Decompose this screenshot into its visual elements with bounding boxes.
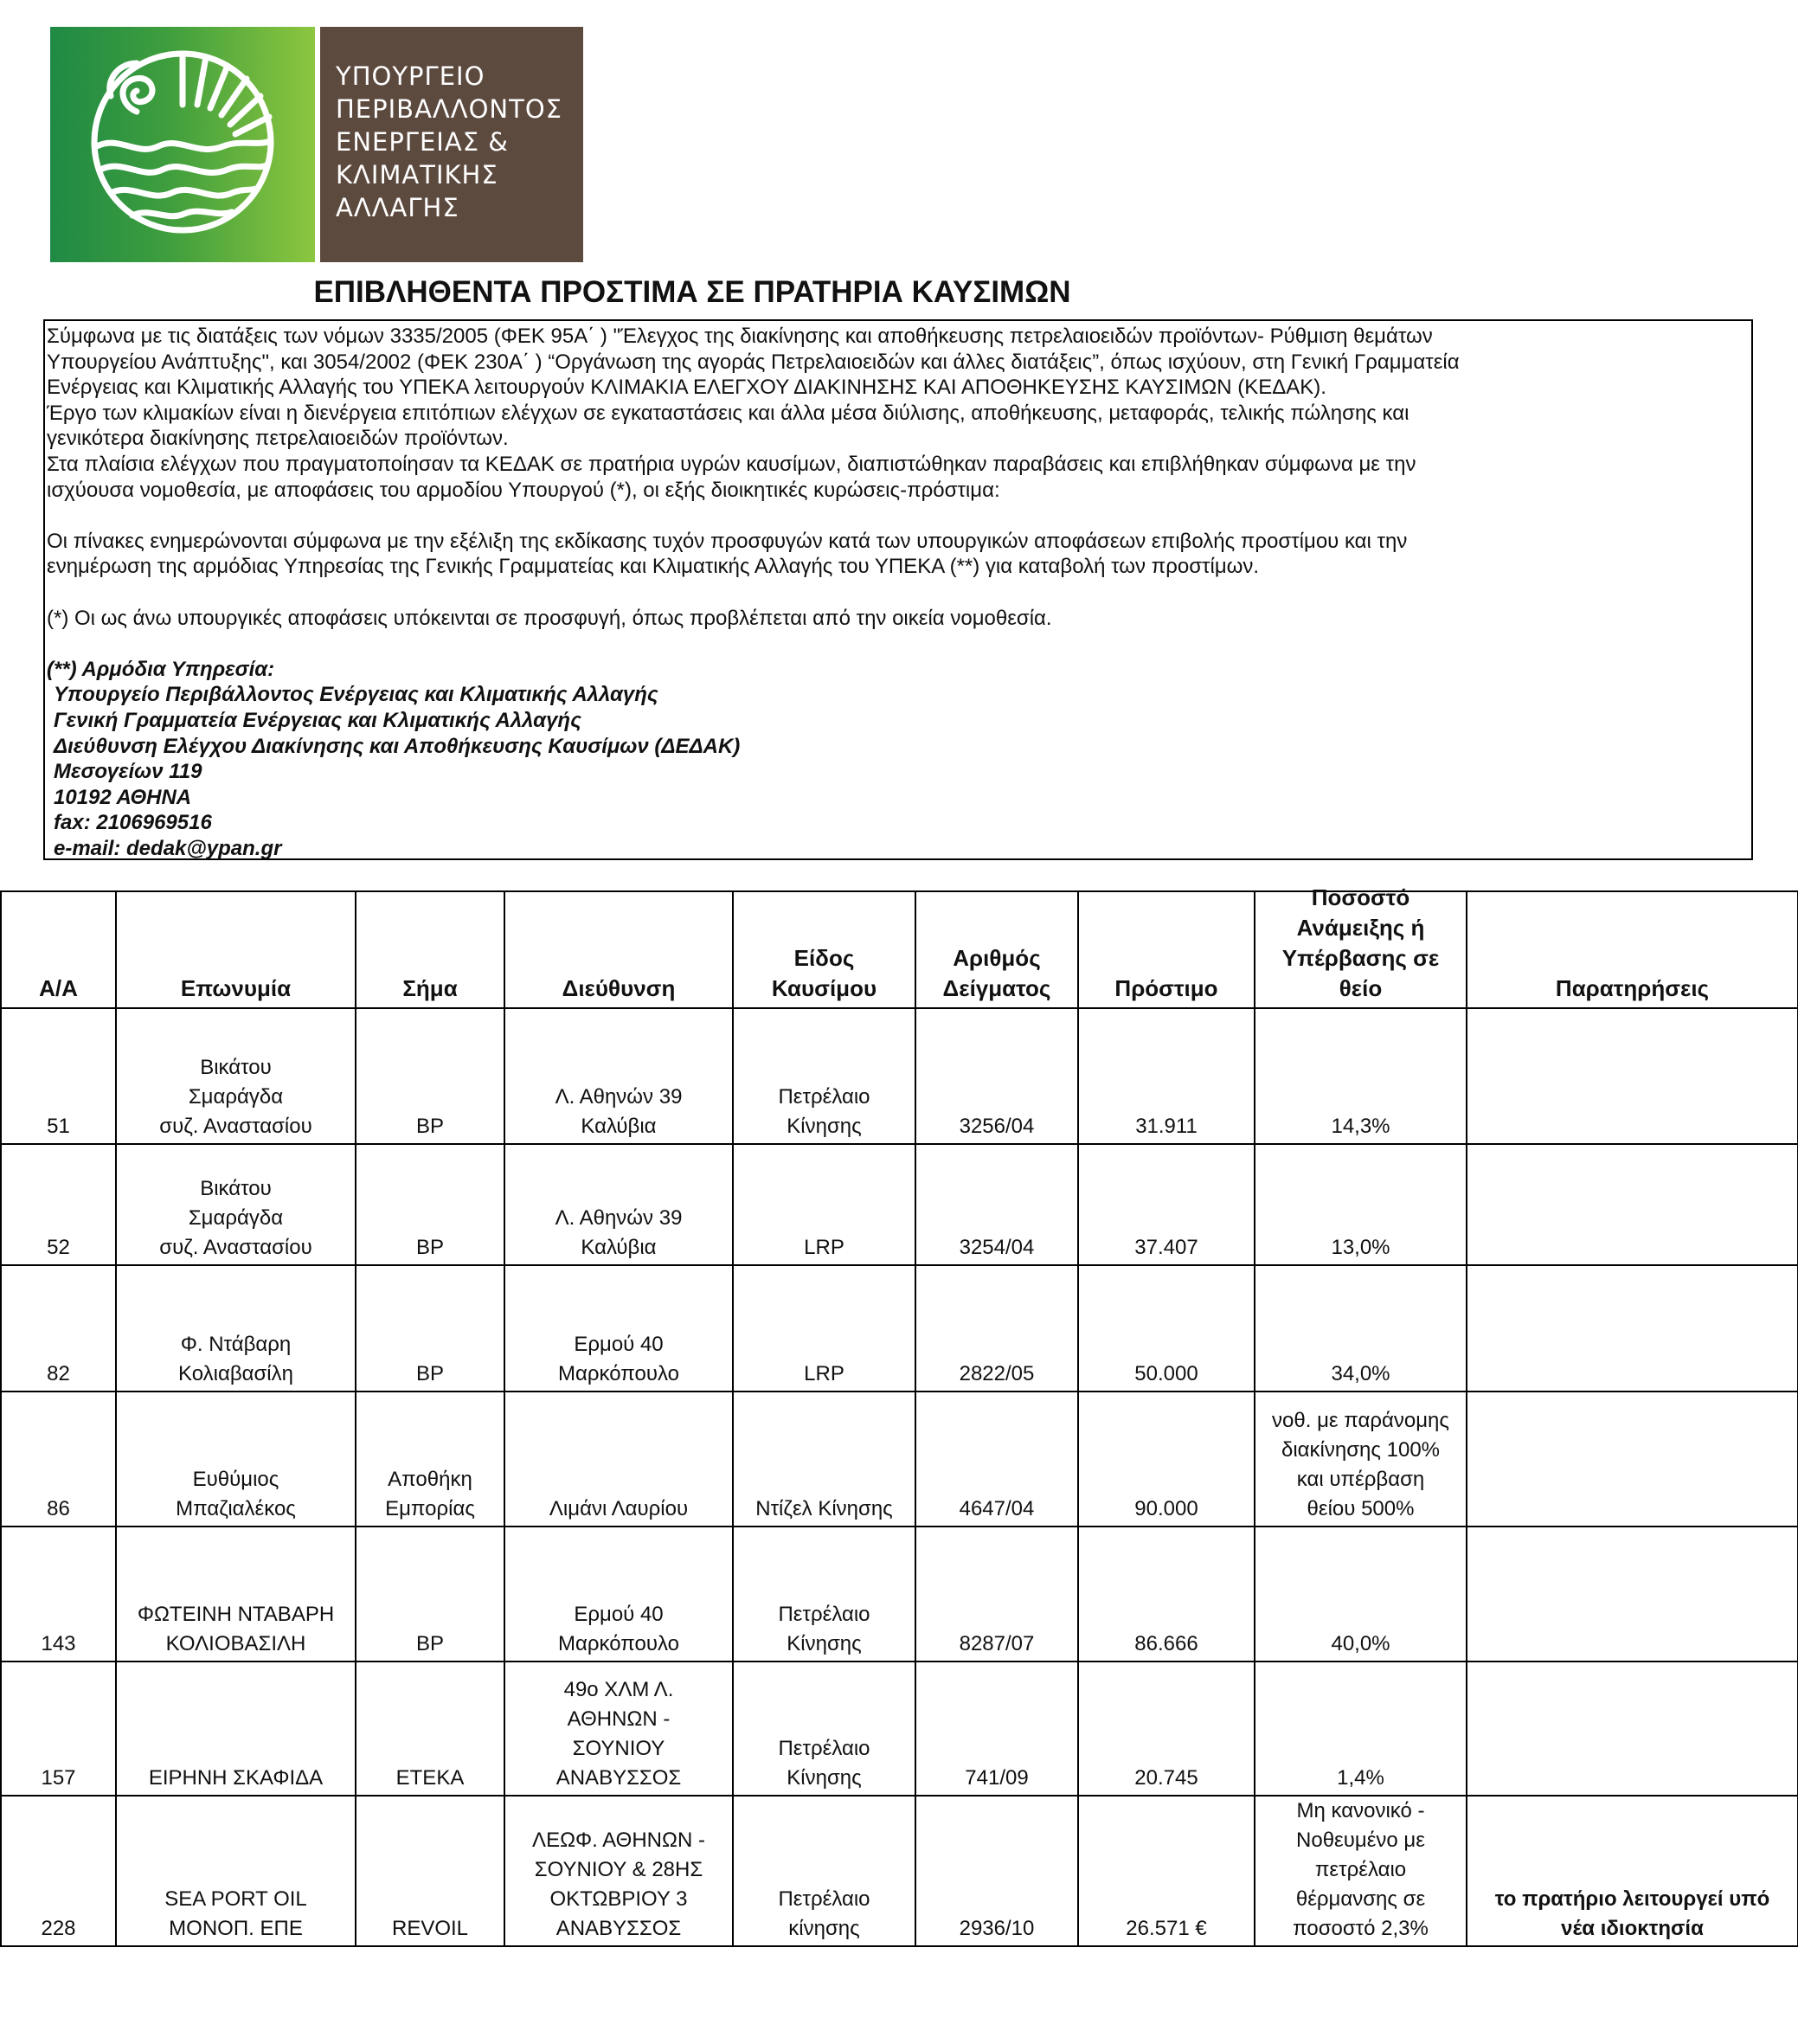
cell-value: Λ. Αθηνών 39 Καλύβια bbox=[555, 1206, 683, 1259]
fine-cell bbox=[1079, 1662, 1255, 1795]
table-row bbox=[2, 1143, 1797, 1264]
address-cell bbox=[505, 1662, 734, 1795]
cell-value: Ευθύμιος Μπαζιαλέκος bbox=[176, 1468, 296, 1520]
cell-value: BP bbox=[415, 1115, 444, 1138]
cell-value: 26.571 € bbox=[1126, 1917, 1207, 1940]
cell-value: Ερμού 40 Μαρκόπουλο bbox=[558, 1603, 679, 1655]
authority-line: Υπουργείο Περιβάλλοντος Ενέργειας και Κλιματικής Αλλαγής bbox=[54, 683, 658, 707]
sun-wave-emblem-icon bbox=[85, 44, 280, 240]
cell-value: Λιμάνι Λαυρίου bbox=[549, 1497, 689, 1520]
notice-paragraph-line: ενημέρωση της αρμόδιας Υπηρεσίας της Γενικής Γραμματείας και Κλιματικής Αλλαγής του ΥΠΕΚΑ (**) για καταβολή των προστίμων. bbox=[47, 555, 1260, 579]
table-row bbox=[2, 1007, 1797, 1143]
cell-value: ΕΤΕΚΑ bbox=[395, 1766, 465, 1790]
table-row bbox=[2, 1391, 1797, 1526]
address-cell bbox=[505, 1527, 734, 1661]
cell-value: 741/09 bbox=[965, 1766, 1029, 1790]
cell-value: 2822/05 bbox=[959, 1362, 1035, 1385]
notice-paragraph-line: Έργο των κλιμακίων είναι η διενέργεια επιτόπιων ελέγχων σε εγκαταστάσεις και άλλα μέσα διύλισης, αποθήκευσης, μεταφοράς, τελικής πώλησης και bbox=[47, 401, 1410, 425]
name-cell bbox=[117, 1527, 356, 1661]
fuel-cell bbox=[734, 1145, 916, 1264]
cell-value: 40,0% bbox=[1331, 1632, 1390, 1655]
logo-line: ΑΛΛΑΓΗΣ bbox=[336, 193, 459, 222]
brand-cell bbox=[356, 1266, 505, 1391]
name-cell bbox=[117, 1266, 356, 1391]
sample-cell bbox=[916, 1527, 1079, 1661]
brand-cell bbox=[356, 1527, 505, 1661]
blank-line bbox=[47, 503, 1751, 529]
aa-cell bbox=[2, 1266, 117, 1391]
brand-cell bbox=[356, 1392, 505, 1526]
sample-cell bbox=[916, 1797, 1079, 1945]
cell-value: ΛΕΩΦ. ΑΘΗΝΩΝ - ΣΟΥΝΙΟΥ & 28ΗΣ ΟΚΤΩΒΡΙΟΥ 3 ΑΝΑΒΥΣΣΟΣ bbox=[532, 1829, 705, 1940]
brand-cell bbox=[356, 1009, 505, 1143]
notice-text bbox=[47, 324, 1751, 657]
column-header bbox=[117, 892, 356, 1007]
remarks-cell bbox=[1467, 1145, 1797, 1264]
fuel-cell bbox=[734, 1527, 916, 1661]
cell-value: 34,0% bbox=[1331, 1362, 1390, 1385]
column-header bbox=[1255, 884, 1467, 1007]
authority-line: e-mail: dedak@ypan.gr bbox=[54, 836, 282, 860]
table-row bbox=[2, 1795, 1797, 1945]
cell-value: 3254/04 bbox=[959, 1236, 1035, 1259]
blank-line bbox=[47, 580, 1751, 606]
cell-value: BP bbox=[415, 1632, 444, 1655]
cell-value: το πρατήριο λειτουργεί υπό νέα ιδιοκτησία bbox=[1494, 1887, 1770, 1940]
column-header bbox=[2, 892, 117, 1007]
cell-value: ΦΩΤΕΙΝΗ ΝΤΑΒΑΡΗ ΚΟΛΙΟΒΑΣΙΛΗ bbox=[137, 1603, 335, 1655]
remarks-cell bbox=[1467, 1266, 1797, 1391]
authority-line: fax: 2106969516 bbox=[54, 811, 212, 835]
cell-value: Πετρέλαιο Κίνησης bbox=[778, 1085, 870, 1138]
cell-value: 157 bbox=[41, 1766, 76, 1790]
page-title: ΕΠΙΒΛΗΘΕΝΤΑ ΠΡΟΣΤΙΜΑ ΣΕ ΠΡΑΤΗΡΙΑ ΚΑΥΣΙΜΩΝ bbox=[313, 275, 1071, 309]
name-cell bbox=[117, 1392, 356, 1526]
address-cell bbox=[505, 1266, 734, 1391]
fine-cell bbox=[1079, 1797, 1255, 1945]
address-cell bbox=[505, 1797, 734, 1945]
blank-line bbox=[47, 631, 1751, 657]
fuel-cell bbox=[734, 1797, 916, 1945]
cell-value: 86 bbox=[47, 1497, 70, 1520]
cell-value: BP bbox=[415, 1362, 444, 1385]
logo-line: ΚΛΙΜΑΤΙΚΗΣ bbox=[336, 160, 498, 190]
authority-heading: (**) Αρμόδια Υπηρεσία: bbox=[47, 657, 275, 681]
logo-emblem bbox=[50, 27, 315, 262]
sample-cell bbox=[916, 1266, 1079, 1391]
name-cell bbox=[117, 1009, 356, 1143]
fuel-cell bbox=[734, 1266, 916, 1391]
notice-paragraph-line: γενικότερα διακίνησης πετρελαιοειδών προϊόντων. bbox=[47, 427, 509, 451]
cell-value: 2936/10 bbox=[959, 1917, 1035, 1940]
ministry-logo bbox=[50, 27, 583, 262]
fuel-cell bbox=[734, 1662, 916, 1795]
percentage-cell bbox=[1255, 1527, 1467, 1661]
column-header bbox=[1079, 892, 1255, 1007]
cell-value: LRP bbox=[804, 1236, 844, 1259]
table-bottom-border bbox=[2, 1945, 1797, 1947]
fine-cell bbox=[1079, 1392, 1255, 1526]
aa-cell bbox=[2, 1145, 117, 1264]
cell-value: 86.666 bbox=[1134, 1632, 1198, 1655]
aa-cell bbox=[2, 1009, 117, 1143]
cell-value: 51 bbox=[47, 1115, 70, 1138]
aa-cell bbox=[2, 1392, 117, 1526]
notice-paragraph-line: Στα πλαίσια ελέγχων που πραγματοποίησαν τα ΚΕΔΑΚ σε πρατήρια υγρών καυσίμων, διαπιστώθηκαν παραβάσεις και επιβλήθηκαν σύμφωνα με την bbox=[47, 452, 1416, 476]
logo-text bbox=[320, 27, 583, 262]
aa-cell bbox=[2, 1527, 117, 1661]
column-header bbox=[916, 892, 1079, 1007]
cell-value: SEA PORT OIL ΜΟΝΟΠ. ΕΠΕ bbox=[164, 1887, 307, 1940]
cell-value: ΕΙΡΗΝΗ ΣΚΑΦΙΔΑ bbox=[148, 1766, 324, 1790]
fine-cell bbox=[1079, 1145, 1255, 1264]
cell-value: 52 bbox=[47, 1236, 70, 1259]
address-cell bbox=[505, 1009, 734, 1143]
cell-value: Αποθήκη Εμπορίας bbox=[385, 1468, 475, 1520]
percentage-cell bbox=[1255, 1662, 1467, 1795]
cell-value: Βικάτου Σμαράγδα συζ. Αναστασίου bbox=[159, 1177, 312, 1259]
column-header-label: Παρατηρήσεις bbox=[1555, 975, 1710, 1001]
percentage-cell bbox=[1255, 1797, 1467, 1945]
authority-line: Γενική Γραμματεία Ενέργειας και Κλιματικής Αλλαγής bbox=[54, 708, 581, 732]
fine-cell bbox=[1079, 1009, 1255, 1143]
fines-table bbox=[0, 884, 1798, 1947]
competent-authority bbox=[47, 657, 1751, 862]
cell-value: 3256/04 bbox=[959, 1115, 1035, 1138]
column-header-label: Είδος Καυσίμου bbox=[771, 945, 877, 1001]
cell-value: BP bbox=[415, 1236, 444, 1259]
percentage-cell bbox=[1255, 1145, 1467, 1264]
column-header-label: Α/Α bbox=[39, 975, 78, 1001]
remarks-cell bbox=[1467, 1662, 1797, 1795]
cell-value: Λ. Αθηνών 39 Καλύβια bbox=[555, 1085, 683, 1138]
remarks-cell bbox=[1467, 1797, 1797, 1945]
cell-value: LRP bbox=[804, 1362, 844, 1385]
brand-cell bbox=[356, 1145, 505, 1264]
table-row bbox=[2, 1526, 1797, 1661]
cell-value: 8287/07 bbox=[959, 1632, 1035, 1655]
cell-value: Βικάτου Σμαράγδα συζ. Αναστασίου bbox=[159, 1056, 312, 1138]
column-header-label: Επωνυμία bbox=[180, 975, 292, 1001]
aa-cell bbox=[2, 1662, 117, 1795]
authority-line: Διεύθυνση Ελέγχου Διακίνησης και Αποθήκευσης Καυσίμων (ΔΕΔΑΚ) bbox=[54, 734, 741, 758]
notice-paragraph-line: Ενέργειας και Κλιματικής Αλλαγής του ΥΠΕΚΑ λειτουργούν ΚΛΙΜΑΚΙΑ ΕΛΕΓΧΟΥ ΔΙΑΚΙΝΗΣΗΣ ΚΑΙ ΑΠΟΘΗΚΕΥΣΗΣ ΚΑΥΣΙΜΩΝ (ΚΕΔΑΚ). bbox=[47, 376, 1326, 400]
column-header bbox=[505, 892, 734, 1007]
cell-value: 50.000 bbox=[1134, 1362, 1198, 1385]
address-cell bbox=[505, 1392, 734, 1526]
brand-cell bbox=[356, 1662, 505, 1795]
table-header-row bbox=[2, 884, 1797, 1007]
table-row bbox=[2, 1264, 1797, 1391]
brand-cell bbox=[356, 1797, 505, 1945]
remarks-cell bbox=[1467, 1527, 1797, 1661]
logo-line: ΕΝΕΡΓΕΙΑΣ & bbox=[336, 127, 509, 157]
name-cell bbox=[117, 1662, 356, 1795]
cell-value: νοθ. με παράνομης διακίνησης 100% και υπέρβαση θείου 500% bbox=[1272, 1409, 1449, 1520]
cell-value: 31.911 bbox=[1135, 1115, 1198, 1138]
cell-value: Ερμού 40 Μαρκόπουλο bbox=[558, 1333, 679, 1385]
column-header bbox=[1467, 892, 1797, 1007]
name-cell bbox=[117, 1797, 356, 1945]
column-header-label: Σήμα bbox=[402, 975, 458, 1001]
column-header-label: Ποσοστό Ανάμειξης ή Υπέρβασης σε θείο bbox=[1281, 884, 1440, 1001]
sample-cell bbox=[916, 1662, 1079, 1795]
sample-cell bbox=[916, 1145, 1079, 1264]
cell-value: 13,0% bbox=[1331, 1236, 1390, 1259]
cell-value: 143 bbox=[41, 1632, 76, 1655]
cell-value: 228 bbox=[41, 1917, 76, 1940]
notice-box bbox=[43, 319, 1753, 860]
remarks-cell bbox=[1467, 1392, 1797, 1526]
percentage-cell bbox=[1255, 1266, 1467, 1391]
cell-value: 20.745 bbox=[1134, 1766, 1198, 1790]
column-header-label: Διεύθυνση bbox=[562, 975, 676, 1001]
cell-value: 90.000 bbox=[1134, 1497, 1198, 1520]
logo-line: ΠΕΡΙΒΑΛΛΟΝΤΟΣ bbox=[336, 94, 562, 124]
percentage-cell bbox=[1255, 1392, 1467, 1526]
fuel-cell bbox=[734, 1009, 916, 1143]
cell-value: Πετρέλαιο Κίνησης bbox=[778, 1737, 870, 1790]
remarks-cell bbox=[1467, 1009, 1797, 1143]
table-row bbox=[2, 1661, 1797, 1795]
percentage-cell bbox=[1255, 1009, 1467, 1143]
fine-cell bbox=[1079, 1527, 1255, 1661]
column-header bbox=[734, 892, 916, 1007]
fuel-cell bbox=[734, 1392, 916, 1526]
cell-value: REVOIL bbox=[391, 1917, 469, 1940]
notice-paragraph-line: Υπουργείου Ανάπτυξης", και 3054/2002 (ΦΕΚ 230Α΄ ) “Οργάνωση της αγοράς Πετρελαιοειδών και άλλες διατάξεις”, όπως ισχύουν, στη Γενική Γραμματεία bbox=[47, 350, 1460, 374]
cell-value: Πετρέλαιο Κίνησης bbox=[778, 1603, 870, 1655]
authority-line: 10192 ΑΘΗΝΑ bbox=[54, 785, 192, 809]
cell-value: Ντίζελ Κίνησης bbox=[755, 1497, 893, 1520]
cell-value: 49ο ΧΛΜ Λ. ΑΘΗΝΩΝ - ΣΟΥΝΙΟΥ ΑΝΑΒΥΣΣΟΣ bbox=[555, 1678, 682, 1790]
cell-value: 4647/04 bbox=[959, 1497, 1035, 1520]
cell-value: 1,4% bbox=[1337, 1766, 1384, 1790]
column-header-label: Πρόστιμο bbox=[1114, 975, 1218, 1001]
fine-cell bbox=[1079, 1266, 1255, 1391]
cell-value: 14,3% bbox=[1331, 1115, 1390, 1138]
column-header bbox=[356, 892, 505, 1007]
cell-value: 82 bbox=[47, 1362, 70, 1385]
cell-value: Μη κανονικό - Νοθευμένο με πετρέλαιο θέρμανσης σε ποσοστό 2,3% bbox=[1293, 1799, 1429, 1940]
cell-value: Φ. Ντάβαρη Κολιαβασίλη bbox=[178, 1333, 293, 1385]
name-cell bbox=[117, 1145, 356, 1264]
notice-paragraph-line: ισχύουσα νομοθεσία, με αποφάσεις του αρμοδίου Υπουργού (*), οι εξής διοικητικές κυρώσεις-πρόστιμα: bbox=[47, 478, 1000, 502]
cell-value: 37.407 bbox=[1134, 1236, 1198, 1259]
aa-cell bbox=[2, 1797, 117, 1945]
authority-line: Μεσογείων 119 bbox=[54, 760, 202, 784]
sample-cell bbox=[916, 1392, 1079, 1526]
column-header-label: Αριθμός Δείγματος bbox=[942, 945, 1051, 1001]
cell-value: Πετρέλαιο κίνησης bbox=[778, 1887, 870, 1940]
notice-paragraph-line: Οι πίνακες ενημερώνονται σύμφωνα με την εξέλιξη της εκδίκασης τυχόν προσφυγών κατά των υπουργικών αποφάσεων επιβολής προστίμου και την bbox=[47, 529, 1408, 553]
address-cell bbox=[505, 1145, 734, 1264]
logo-line: ΥΠΟΥΡΓΕΙΟ bbox=[336, 61, 485, 91]
sample-cell bbox=[916, 1009, 1079, 1143]
notice-paragraph-line: (*) Οι ως άνω υπουργικές αποφάσεις υπόκεινται σε προσφυγή, όπως προβλέπεται από την οικεία νομοθεσία. bbox=[47, 606, 1052, 630]
notice-paragraph-line: Σύμφωνα με τις διατάξεις των νόμων 3335/2005 (ΦΕΚ 95Α΄ ) "Έλεγχος της διακίνησης και αποθήκευσης πετρελαιοειδών προϊόντων- Ρύθμιση θεμάτων bbox=[47, 325, 1433, 348]
